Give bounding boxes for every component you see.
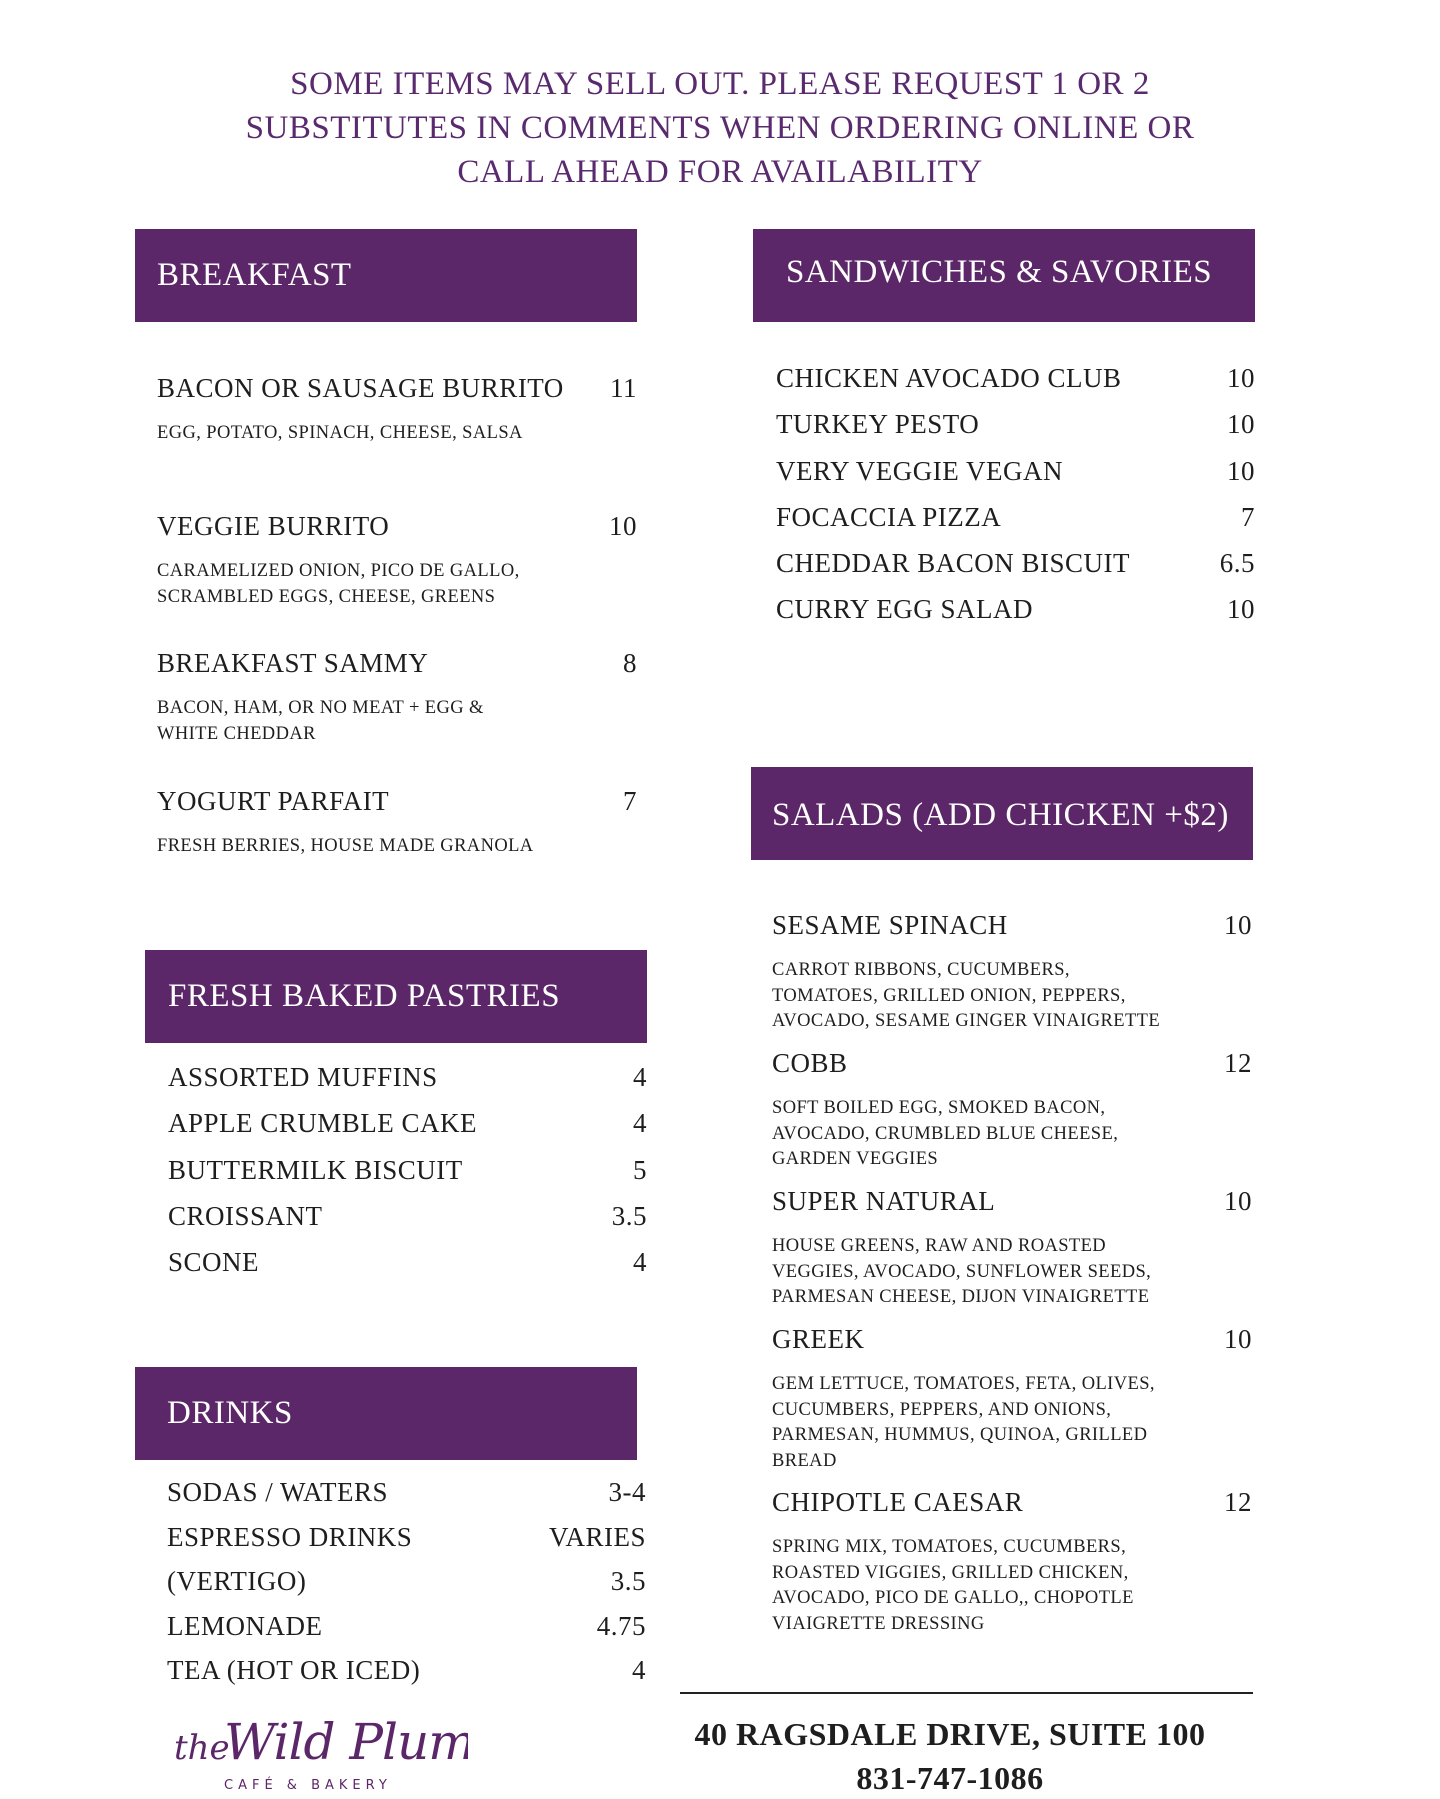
salads-header — [751, 767, 1253, 860]
item-name: COBB — [772, 1048, 848, 1078]
item-price: 7 — [623, 786, 637, 816]
item-price: 7 — [1241, 501, 1255, 532]
pastries-list — [168, 1054, 647, 1285]
description-line: CARROT RIBBONS, CUCUMBERS, — [772, 960, 1070, 980]
list-item — [167, 1470, 646, 1515]
menu-item — [772, 1048, 1252, 1173]
item-price: 3.5 — [611, 1200, 647, 1231]
item-name: TEA (HOT OR ICED) — [167, 1655, 421, 1685]
logo-subtitle: CAFÉ & BAKERY — [224, 1778, 392, 1793]
item-price: 4 — [632, 1655, 646, 1685]
menu-item — [772, 910, 1252, 1035]
pastries-title: FRESH BAKED PASTRIES — [168, 978, 561, 1014]
item-price: 5 — [633, 1154, 647, 1185]
item-description — [772, 1372, 1252, 1474]
item-price: 4 — [633, 1108, 647, 1139]
contact-info — [640, 1712, 1260, 1799]
list-item — [776, 540, 1255, 586]
description-line: GARDEN VEGGIES — [772, 1149, 939, 1169]
list-item — [168, 1239, 647, 1285]
description-line: VEGGIES, AVOCADO, SUNFLOWER SEEDS, — [772, 1261, 1152, 1282]
list-item — [776, 494, 1255, 540]
item-price: 4 — [633, 1062, 647, 1092]
logo-name: Wild Plum — [224, 1713, 468, 1771]
sandwiches-title: SANDWICHES & SAVORIES — [786, 254, 1213, 290]
phone-number[interactable]: 831-747-1086 — [856, 1760, 1044, 1796]
item-price: 12 — [1224, 1048, 1252, 1078]
list-item — [168, 1193, 647, 1239]
notice-line: SOME ITEMS MAY SELL OUT. PLEASE REQUEST 1 OR 2 — [290, 66, 1150, 102]
item-description — [772, 1535, 1252, 1637]
item-price: 11 — [610, 373, 637, 403]
item-name: CHIPOTLE CAESAR — [772, 1487, 1024, 1517]
list-item — [776, 448, 1255, 494]
item-name: SODAS / WATERS — [167, 1477, 389, 1507]
list-item — [168, 1100, 647, 1146]
list-item — [167, 1515, 646, 1560]
description-line: SOFT BOILED EGG, SMOKED BACON, — [772, 1098, 1106, 1118]
description-line: PARMESAN, HUMMUS, QUINOA, GRILLED — [772, 1425, 1148, 1445]
item-name: GREEK — [772, 1324, 865, 1354]
item-name: CURRY EGG SALAD — [776, 594, 1034, 625]
description-line: SCRAMBLED EGGS, CHEESE, GREENS — [157, 586, 496, 607]
item-price: 8 — [623, 648, 637, 678]
item-price: 12 — [1224, 1487, 1252, 1517]
item-description — [157, 834, 637, 860]
description-line: VIAIGRETTE DRESSING — [772, 1613, 985, 1634]
item-price: 3.5 — [610, 1566, 646, 1596]
item-name: APPLE CRUMBLE CAKE — [168, 1108, 478, 1139]
drinks-title: DRINKS — [167, 1395, 293, 1431]
list-item — [776, 586, 1255, 632]
description-line: PARMESAN CHEESE, DIJON VINAIGRETTE — [772, 1287, 1150, 1307]
item-price: VARIES — [548, 1521, 646, 1552]
breakfast-header — [135, 229, 637, 322]
notice-line: SUBSTITUTES IN COMMENTS WHEN ORDERING ONLINE OR — [245, 110, 1195, 146]
description-line: AVOCADO, SESAME GINGER VINAIGRETTE — [772, 1011, 1161, 1031]
pastries-header — [145, 950, 647, 1043]
item-description — [772, 1234, 1252, 1311]
item-name: YOGURT PARFAIT — [157, 786, 390, 816]
description-line: AVOCADO, PICO DE GALLO,, CHOPOTLE — [772, 1588, 1134, 1608]
item-description — [772, 1096, 1252, 1173]
menu-item — [157, 648, 637, 747]
menu-item — [772, 1487, 1252, 1637]
wild-plum-logo — [168, 1705, 468, 1795]
logo-the: the — [174, 1728, 230, 1768]
item-name: SCONE — [168, 1247, 260, 1278]
item-name: VEGGIE BURRITO — [157, 511, 390, 541]
item-price: 10 — [1224, 1324, 1252, 1354]
item-name: SUPER NATURAL — [772, 1186, 996, 1216]
item-price: 10 — [1227, 363, 1255, 393]
sandwiches-list — [776, 355, 1255, 633]
footer-divider — [680, 1692, 1253, 1694]
item-price: 10 — [1227, 594, 1255, 625]
item-name: SESAME SPINACH — [772, 910, 1008, 940]
description-line: CUCUMBERS, PEPPERS, AND ONIONS, — [772, 1399, 1112, 1420]
item-name: CHICKEN AVOCADO CLUB — [776, 363, 1122, 393]
item-name: (VERTIGO) — [167, 1566, 307, 1596]
item-price: 10 — [1224, 910, 1252, 940]
item-name: ESPRESSO DRINKS — [167, 1521, 413, 1552]
menu-item — [157, 511, 637, 610]
logo-graphic — [168, 1705, 468, 1795]
description-line: GEM LETTUCE, TOMATOES, FETA, OLIVES, — [772, 1374, 1155, 1394]
item-description — [157, 421, 637, 447]
list-item — [167, 1559, 646, 1604]
list-item — [776, 355, 1255, 401]
description-line: SPRING MIX, TOMATOES, CUCUMBERS, — [772, 1537, 1127, 1557]
sandwiches-header — [753, 229, 1255, 322]
menu-item — [157, 786, 637, 860]
item-description — [772, 958, 1252, 1035]
item-price: 6.5 — [1219, 548, 1255, 579]
item-price: 3-4 — [608, 1477, 646, 1507]
drinks-list — [167, 1470, 646, 1693]
list-item — [168, 1147, 647, 1193]
item-name: FOCACCIA PIZZA — [776, 501, 1002, 532]
breakfast-title: BREAKFAST — [157, 257, 352, 293]
item-name: VERY VEGGIE VEGAN — [776, 455, 1063, 486]
address-text: 40 RAGSDALE DRIVE, SUITE 100 — [694, 1716, 1206, 1752]
item-name: ASSORTED MUFFINS — [168, 1062, 438, 1092]
item-name: BACON OR SAUSAGE BURRITO — [157, 373, 564, 403]
description-line: WHITE CHEDDAR — [157, 723, 316, 744]
item-name: TURKEY PESTO — [776, 409, 980, 440]
salads-title: SALADS (ADD CHICKEN +$2) — [772, 797, 1229, 833]
availability-notice — [120, 62, 1320, 194]
item-name: BUTTERMILK BISCUIT — [168, 1154, 463, 1185]
description-line: BREAD — [772, 1450, 837, 1471]
item-description — [157, 559, 637, 610]
item-name: CHEDDAR BACON BISCUIT — [776, 548, 1131, 579]
item-price: 4 — [633, 1247, 647, 1278]
list-item — [167, 1604, 646, 1649]
menu-item — [772, 1186, 1252, 1311]
list-item — [776, 401, 1255, 447]
list-item — [168, 1054, 647, 1100]
description-line: BACON, HAM, OR NO MEAT + EGG & — [157, 698, 484, 718]
list-item — [167, 1648, 646, 1693]
item-price: 10 — [1227, 455, 1255, 486]
description-line: FRESH BERRIES, HOUSE MADE GRANOLA — [157, 836, 534, 856]
description-line: ROASTED VIGGIES, GRILLED CHICKEN, — [772, 1562, 1129, 1583]
item-price: 10 — [1224, 1186, 1252, 1216]
description-line: CARAMELIZED ONION, PICO DE GALLO, — [157, 561, 520, 581]
item-description — [157, 696, 637, 747]
description-line: AVOCADO, CRUMBLED BLUE CHEESE, — [772, 1123, 1119, 1144]
item-price: 10 — [1227, 409, 1255, 440]
item-price: 10 — [609, 511, 637, 541]
notice-line: CALL AHEAD FOR AVAILABILITY — [457, 154, 983, 190]
menu-item — [772, 1324, 1252, 1474]
menu-item — [157, 373, 637, 447]
item-name: BREAKFAST SAMMY — [157, 648, 429, 678]
item-name: CROISSANT — [168, 1200, 323, 1231]
description-line: TOMATOES, GRILLED ONION, PEPPERS, — [772, 985, 1126, 1006]
item-price: 4.75 — [596, 1610, 646, 1641]
description-line: EGG, POTATO, SPINACH, CHEESE, SALSA — [157, 423, 523, 443]
description-line: HOUSE GREENS, RAW AND ROASTED — [772, 1236, 1107, 1256]
drinks-header — [135, 1367, 637, 1460]
item-name: LEMONADE — [167, 1610, 323, 1641]
